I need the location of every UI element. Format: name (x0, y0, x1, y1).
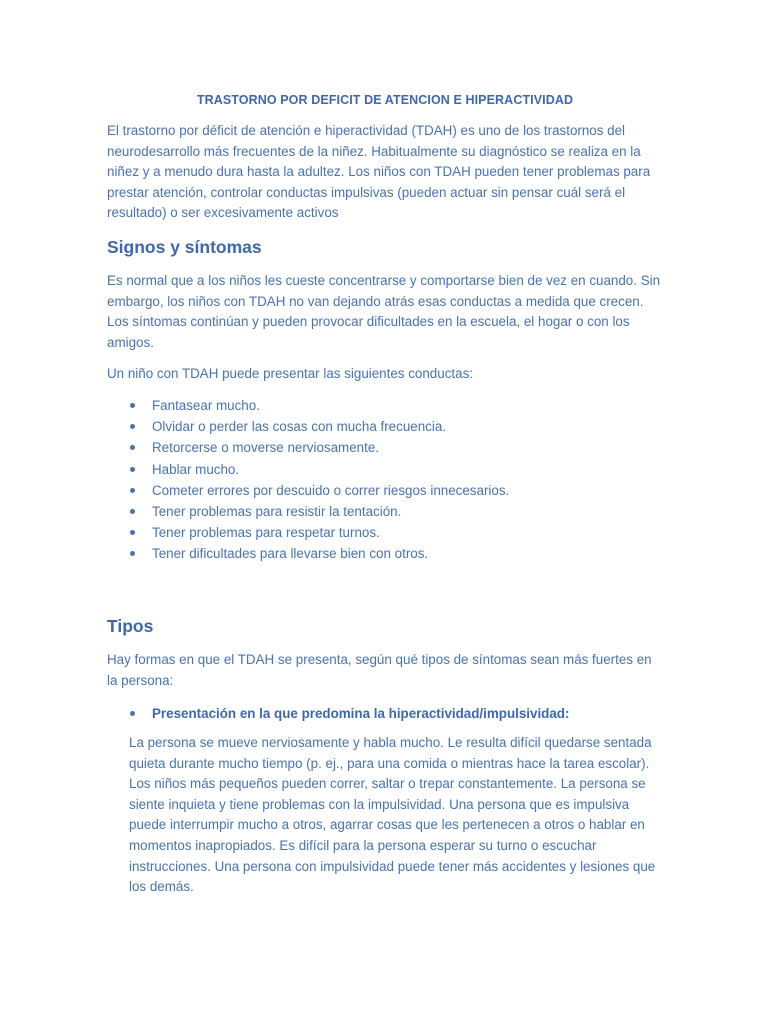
bullet-icon (130, 488, 135, 493)
bullet-icon (130, 445, 135, 450)
signs-paragraph: Es normal que a los niños les cueste concentrarse y comportarse bien de vez en cuando. Sin embargo, los niños con TDAH no van dejando atrás esas conductas a medida que crecen. Los síntomas continúan y pueden provocar dificultades en la escuela, el hogar o con los amigos. (107, 273, 661, 350)
subtype-description: La persona se mueve nerviosamente y habla mucho. Le resulta difícil quedarse sentada quieta durante mucho tiempo (p. ej., para una comida o mientras hace la tarea escolar). Los niños más pequeños pueden correr, saltar o trepar constantemente. La persona se siente inquieta y tiene problemas con la impulsividad. Una persona que es impulsiva puede interrumpir mucho a otros, agarrar cosas que les pertenecen a otros o hablar en momentos inapropiados. Es difícil para la persona esperar su turno o escuchar instrucciones. Una persona con impulsividad puede tener más accidentes y lesiones que los demás. (129, 735, 656, 895)
types-paragraph: Hay formas en que el TDAH se presenta, según qué tipos de síntomas sean más fuertes en la persona: (107, 652, 652, 688)
bullet-icon (130, 530, 135, 535)
behaviors-list (107, 395, 663, 565)
document-title: TRASTORNO POR DEFICIT DE ATENCION E HIPERACTIVIDAD (196, 93, 574, 107)
bullet-icon (130, 551, 135, 556)
list-item: Tener problemas para resistir la tentación. (107, 501, 663, 522)
signs-heading: Signos y síntomas (107, 237, 262, 257)
bullet-icon (130, 424, 135, 429)
list-item: Cometer errores por descuido o correr riesgos innecesarios. (107, 480, 663, 501)
subtype-title: Presentación en la que predomina la hiperactividad/impulsividad: (107, 704, 663, 724)
bullet-icon (130, 403, 135, 408)
list-item: Fantasear mucho. (107, 395, 663, 416)
intro-paragraph: El trastorno por déficit de atención e hiperactividad (TDAH) es uno de los trastornos del neurodesarrollo más frecuentes de la niñez. Habitualmente su diagnóstico se realiza en la niñez y a menudo dura hasta la adultez. Los niños con TDAH pueden tener problemas para prestar atención, controlar conductas impulsivas (pueden actuar sin pensar cuál será el resultado) o ser excesivamente activos (107, 123, 651, 221)
list-item: Tener problemas para respetar turnos. (107, 522, 663, 543)
bullet-icon (130, 711, 135, 716)
list-item: Hablar mucho. (107, 459, 663, 480)
list-item: Tener dificultades para llevarse bien con otros. (107, 543, 663, 564)
types-heading: Tipos (107, 616, 154, 636)
bullet-icon (130, 509, 135, 514)
behaviors-intro: Un niño con TDAH puede presentar las siguientes conductas: (107, 366, 473, 381)
bullet-icon (130, 467, 135, 472)
list-item: Olvidar o perder las cosas con mucha frecuencia. (107, 416, 663, 437)
list-item: Retorcerse o moverse nerviosamente. (107, 437, 663, 458)
